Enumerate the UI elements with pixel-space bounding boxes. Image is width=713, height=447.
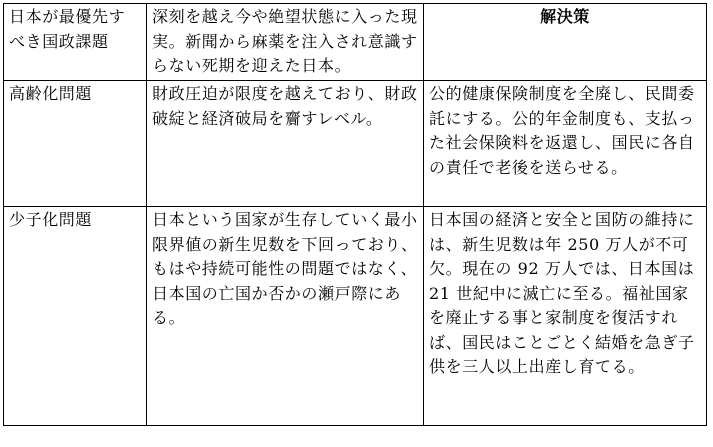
reality-cell: 日本という国家が生存していく最小限界値の新生児数を下回っており、もはや持続可能性の問題ではなく、日本国の亡国か否かの瀬戸際にある。	[147, 207, 424, 426]
header-cell-reality: 深刻を越え今や絶望状態に入った現実。新聞から麻薬を注入され意識すらない死期を迎えた日本。	[147, 4, 424, 81]
header-row	[4, 4, 707, 81]
table-row	[4, 207, 707, 426]
topic-cell: 少子化問題	[4, 207, 147, 426]
table-row	[4, 81, 707, 207]
policy-table	[3, 3, 707, 426]
solution-cell: 日本国の経済と安全と国防の維持には、新生児数は年 250 万人が不可欠。現在の 92 万人では、日本国は 21 世紀中に滅亡に至る。福祉国家を廃止する事と家制度を復活すれば、国民はことごとく結婚を急ぎ子供を三人以上出産し育てる。	[424, 207, 707, 426]
header-cell-issue: 日本が最優先すべき国政課題	[4, 4, 147, 81]
header-cell-solution: 解決策	[424, 4, 707, 81]
topic-cell: 高齢化問題	[4, 81, 147, 207]
solution-cell: 公的健康保険制度を全廃し、民間委託にする。公的年金制度も、支払った社会保険料を返還し、国民に各自の責任で老後を送らせる。	[424, 81, 707, 207]
reality-cell: 財政圧迫が限度を越えており、財政破綻と経済破局を齎すレベル。	[147, 81, 424, 207]
